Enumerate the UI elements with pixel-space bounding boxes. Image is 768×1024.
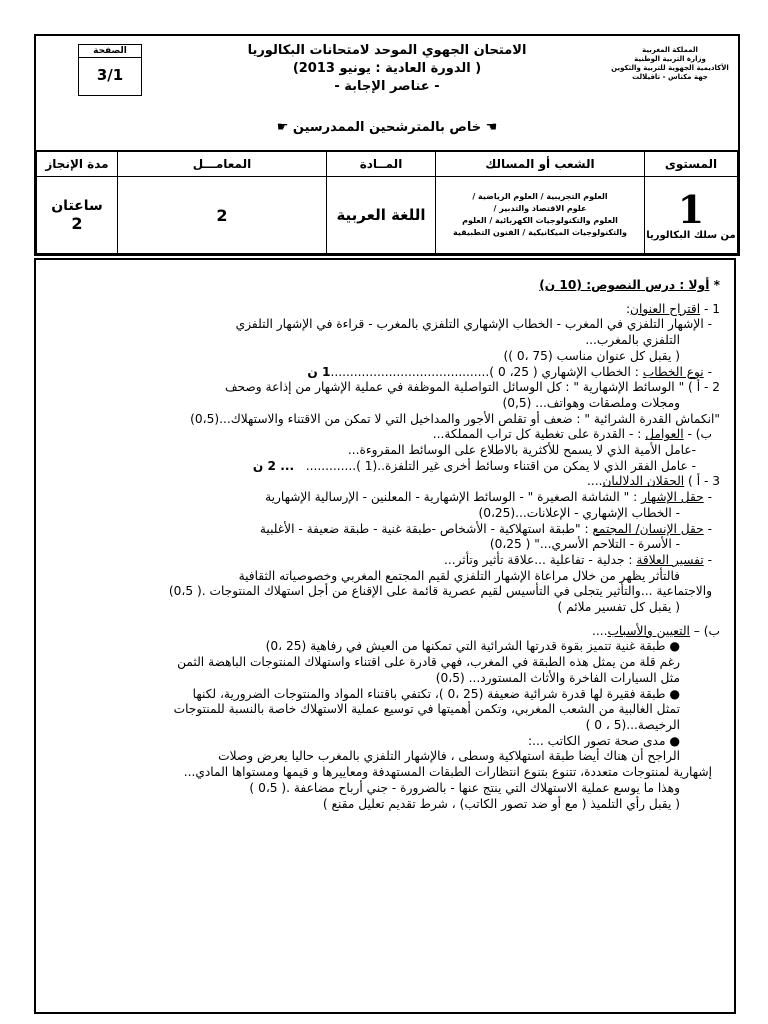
q2a-line — [50, 380, 720, 396]
header-level: المستوى — [645, 152, 738, 177]
section-title-text: أولا : درس النصوص: (10 ن) — [539, 278, 710, 292]
q3b-title-rest: .... — [591, 623, 608, 638]
header-duration: مدة الإنجاز — [37, 152, 118, 177]
answer-elements-label: - عناصر الإجابة - — [334, 79, 440, 94]
q3a-prefix: 3 - أ ) — [684, 474, 720, 489]
q1-line: ( يقبل كل عنوان مناسب (75 ،0 )) — [503, 348, 680, 363]
q2b-line: -عامل الأمية الذي لا يسمح للأكثرية بالاطلاع على الوسائط المقروءة... — [347, 443, 696, 458]
rich-class-line: ● طبقة غنية تتميز بقوة قدرتها الشرائية التي تمكنها من العيش في رفاهية (25 ،0) — [265, 639, 680, 654]
validity-line: ● مدى صحة تصور الكاتب ...: — [528, 733, 680, 748]
q3a-title: الحقلان الدلاليان — [602, 474, 685, 489]
q3b-prefix: ب) – — [689, 623, 720, 638]
q3b-title: التعيين والأسباب — [607, 623, 690, 638]
duration-label: ساعتان — [51, 197, 103, 214]
q3a-heading — [50, 474, 720, 490]
q1-title: اقتراح العنوان — [630, 301, 701, 316]
exam-header — [36, 36, 738, 151]
ministry-line: جهة مكناس - تافيلالت — [632, 73, 708, 81]
validity-line: إشهارية لمنتوجات متعددة، تتنوع بتنوع انتظارات الطبقات المستهدفة ومعاييرها و قيمها ومستواها المادي... — [183, 765, 712, 780]
field-advertising-label: حقل الإشهار — [641, 490, 704, 505]
q3a-title-rest: .... — [586, 474, 603, 489]
relation-line: - تفسير العلاقة : جدلية - تفاعلية ...علاقة تأثير وتأثر... — [443, 552, 712, 567]
field-line: - الأسرة - التلاحم الأسري..." ( 0،25) — [489, 537, 680, 552]
stream-line: العلوم والتكنولوجيات الكهربائية / العلوم — [462, 216, 618, 225]
poor-class-line: الرخيصة...(5 ، 0 ) — [585, 717, 680, 732]
poor-class-line: ● طبقة فقيرة لها قدرة شرائية ضعيفة (25 ،0 )، تكتفي باقتناء المواد والمنتوجات الضرورية، لكنها — [192, 686, 680, 701]
ministry-line: الأكاديمية الجهوية للتربية والتكوين — [611, 64, 729, 72]
header-subject: المــادة — [327, 152, 436, 177]
ministry-line: وزارة التربية الوطنية — [634, 55, 706, 63]
q2b-label: العوامل — [645, 427, 684, 442]
q1-title-colon: : — [625, 301, 631, 316]
field-advertising-text: : " الشاشة الصغيرة " - الوسائط الإشهارية - المعلنين - الإرسالية الإشهارية — [265, 490, 642, 505]
exam-info-table — [36, 151, 738, 254]
exam-title-block — [176, 42, 598, 96]
q2b-score: ... 2 ن — [252, 458, 295, 473]
page-label: الصفحة — [79, 45, 141, 58]
q2a-line: ومجلات وملصقات وهواتف... (0,5) — [502, 395, 680, 410]
duration-number: 2 — [71, 213, 83, 233]
ministry-block — [610, 46, 730, 82]
section-title — [50, 278, 720, 294]
rich-class-line: رغم قلة من يمثل هذه الطبقة في المغرب، فهي قادرة على اقتناء واستهلاك المنتوجات الباهضة الثمن — [177, 655, 680, 670]
q1-score: 1 ن — [307, 364, 331, 379]
validity-line: ( يقبل رأي التلميذ ( مع أو ضد تصور الكاتب) ، شرط تقديم تعليل مقنع ) — [322, 796, 680, 811]
level-text: من سلك البكالوريا — [646, 229, 736, 241]
validity-line: وهذا ما يوسع عملية الاستهلاك التي ينتج عنها - بالضرورة - جني أرباح مضاعفة .( 0،5 ) — [249, 780, 680, 795]
field-society-label: حقل الإنسان/ المجتمع — [592, 521, 704, 536]
q2b-prefix: ب) - — [683, 427, 712, 442]
q2a-text: " الوسائط الإشهارية " : كل الوسائل التواصلية الموظفة في عملية الإشهار من إذاعة وصحف — [224, 380, 685, 395]
q2b-rest: : - القدرة على تغطية كل تراب المملكة... — [432, 427, 646, 442]
q2a-prefix: 2 - أ ) — [684, 380, 720, 395]
level-number: 1 — [677, 186, 705, 232]
relation-line: ( يقبل كل تفسير ملائم ) — [557, 600, 680, 615]
q2b-line — [50, 427, 720, 443]
q1-type-label: نوع الخطاب — [642, 364, 704, 379]
q1-type-rest: : الخطاب الإشهاري ( 25، 0 )......................................... — [330, 364, 643, 379]
field-line: - الخطاب الإشهاري - الإعلانات...(0،25) — [478, 505, 680, 520]
field-line: - حقل الإشهار : " الشاشة الصغيرة " - الوسائط الإشهارية - المعلنين - الإرسالية الإشهارية — [265, 490, 712, 505]
relation-line: والاجتماعية ...والتأثير يتجلى في التأسيس لقيم عصرية قائمة على الإقناع من أجل استهلاك المنتوجات .( 0،5) — [168, 584, 712, 599]
exam-header-frame — [34, 34, 740, 256]
streams-cell — [436, 177, 645, 254]
stream-line: والتكنولوجيات الميكانيكية / الفنون التطبيقية — [453, 228, 627, 237]
q2b-text: - عامل الفقر الذي لا يمكن من اقتناء وسائط أخرى غير التلفزة..(1 )............. — [305, 458, 696, 473]
field-line: - حقل الإنسان/ المجتمع : "طبقة استهلاكية - الأشخاص -طبقة غنية - طبقة ضعيفة - الأغلبية — [259, 521, 712, 536]
coefficient-cell: 2 — [118, 177, 327, 254]
page-number-box — [78, 44, 142, 96]
q2a-line: "انكماش القدرة الشرائية " : ضعف أو تقلص الأجور والمداخيل التي لا تمكن من الاقتناء والاستهلاك...(0،5) — [190, 411, 720, 426]
q2b-line — [50, 459, 720, 475]
q1-heading — [50, 302, 720, 318]
field-society-text: : "طبقة استهلاكية - الأشخاص -طبقة غنية - طبقة ضعيفة - الأغلبية — [259, 521, 593, 536]
header-streams: الشعب أو المسالك — [436, 152, 645, 177]
validity-line: الراجح أن هناك أيضا طبقة استهلاكية وسطى ، فالإشهار التلفزي بالمغرب حاليا يعرض وصلات — [218, 749, 680, 764]
ministry-line: المملكة المغربية — [642, 46, 698, 54]
q3b-heading — [50, 624, 720, 640]
relation-line: فالتأثر يظهر من خلال مراعاة الإشهار التلفزي لقيم المجتمع المغربي وخصوصياته الثقافية — [238, 568, 680, 583]
relation-label: تفسير العلاقة — [636, 552, 704, 567]
q1-line: التلفزي بالمغرب... — [585, 333, 680, 348]
section-star: * — [709, 278, 720, 292]
duration-cell — [37, 177, 118, 254]
answer-key-content — [34, 258, 736, 1014]
q1-type-line: - نوع الخطاب : الخطاب الإشهاري ( 25، 0 ).........................................1 ن — [307, 364, 712, 379]
q1-line: - الإشهار التلفزي في المغرب - الخطاب الإشهاري التلفزي بالمغرب - قراءة في الإشهار التلفزي — [235, 317, 712, 332]
exam-session: ( الدورة العادية : يونيو 2013) — [292, 61, 482, 76]
stream-line: علوم الاقتصاد والتدبير / — [493, 204, 587, 213]
relation-text: : جدلية - تفاعلية ...علاقة تأثير وتأثر... — [443, 552, 637, 567]
level-cell — [645, 177, 738, 254]
q1-number: 1 - — [700, 301, 720, 316]
subject-cell: اللغة العربية — [327, 177, 436, 254]
header-coefficient: المعامـــل — [118, 152, 327, 177]
page-number: 3/1 — [96, 66, 124, 84]
exam-title: الامتحان الجهوي الموحد لامتحانات البكالوريا — [247, 43, 527, 58]
rich-class-line: مثل السيارات الفاخرة والأثاث المستورد... (0،5) — [435, 670, 680, 685]
private-candidates-label: ☚ خاص بالمترشحين الممدرسين ☛ — [276, 120, 498, 135]
stream-line: العلوم التجريبية / العلوم الرياضية / — [472, 192, 608, 201]
poor-class-line: تمثل الغالبية من الشعب المغربي، وتكمن أهميتها في توسيع عملية الاستهلاك خاصة بالنسبة للمنتوجات — [173, 702, 680, 717]
